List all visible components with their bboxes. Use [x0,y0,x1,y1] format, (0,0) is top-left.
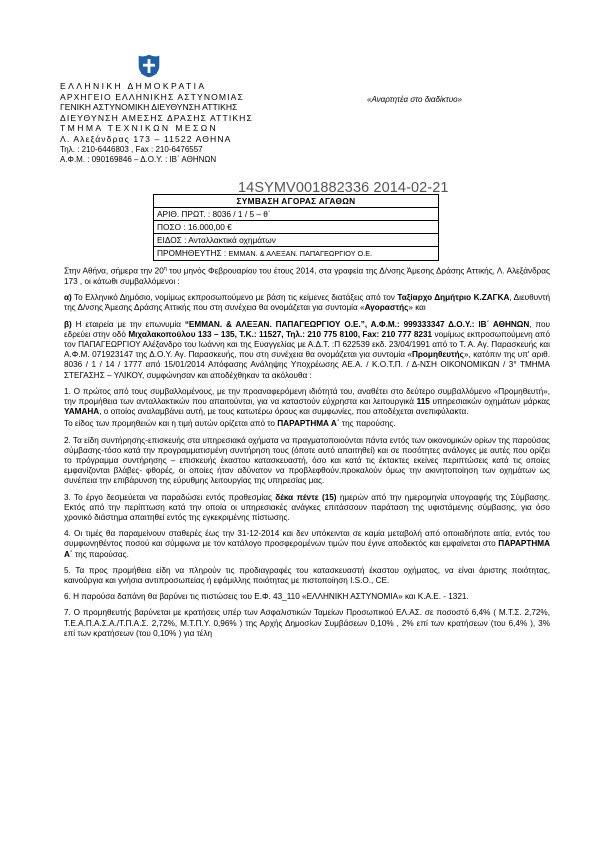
greek-emblem-icon [138,54,160,78]
term-2-paragraph: 2. Τα είδη συντήρησης-επισκευής στα υπηρεσιακά οχήματα να πραγματοποιούνται πάντα εντός των οικονομικών ορίων της παρούσας σύμβασης-τόσο κατά την προγραμματισμένη συντήρηση τους (όποτε αυτό απαιτηθεί) και σε ποσότητες ανάλογες με αυτές που ορίζει το πρόγραμμα συντήρησης – επισκευής έκαστου κατασκευαστή, όσο και κατά τις έκτακτες εκείνες περιπτώσεις κατά τις οποίες εμφανίζονται βλάβες- φθορές, οι οποίες ήταν αδύνατον να προβλεφθούν,προκαλούν όμως την ακινητοποίηση των οχημάτων ως συνέπεια την επιβάρυνση της εύρυθμης λειτουργίας της υπηρεσίας μας. [64,435,550,486]
header-line-7: Τηλ. : 210-6446803 , Fax : 210-6476557 [60,144,203,154]
intro-paragraph [64,264,550,287]
contract-protocol: ΑΡΙΘ. ΠΡΩΤ. : 8036 / 1 / 5 – θ΄ [154,208,439,221]
party-a-label: α) [64,293,72,303]
contract-body [64,264,550,645]
party-b-label: β) [64,319,72,329]
term-6-paragraph: 6. Η παρούσα δαπάνη θα βαρύνει τις πιστώσεις του Ε.Φ. 43_110 «ΕΛΛΗΝΙΚΗ ΑΣΤΥΝΟΜΙΑ» και Κ.Α.Ε. - 1321. [64,592,469,602]
term-1b-text: Το είδος των προμηθειών και η τιμή αυτών ορίζεται από το [64,419,278,429]
intro-sup: η [163,266,167,272]
header-line-5: ΤΜΗΜΑ ΤΕΧΝΙΚΩΝ ΜΕΣΩΝ [60,123,219,134]
intro-text: Στην Αθήνα, σήμερα την 20 [64,266,164,276]
term-4-text: της παρούσας. [72,549,129,559]
party-a-text: Το Ελληνικό Δημόσιο, νομίμως εκπροσωπούμενο με βάση τις κείμενες διατάξεις από τον [71,293,398,303]
ada-number: 14SYMV001882336 2014-02-21 [238,180,449,196]
term-4-bold: ΠΑΡΑΡΤΗΜΑ Α΄ [64,539,550,559]
party-b-text: , που εδρεύει στην οδό [64,319,550,339]
party-a-text: , Διευθυντή της Δ/νσης Άμεσης Δράσης Αττικής που στη συνέχεια θα ονομάζεται για συντομία « [64,293,550,313]
contract-summary-table [153,194,439,261]
term-1-text: 1. Ο πρώτος από τους συμβαλλομένους, με την προαναφερόμενη ιδιότητά του, αναθέτει στο δεύτερο συμβαλλόμενο «Προμηθευτή», την προμήθεια των ανταλλακτικών που απαιτούνται, για να καταστούν εύχρηστα και λειτουργικά [64,386,550,406]
contract-supplier [154,247,439,261]
issuer-header [60,81,360,166]
term-1-text: υπηρεσιακών οχημάτων μάρκας [429,396,550,406]
party-a-bold: Αγοραστής [364,303,409,313]
posted-note: «Αναρτητέα στο διαδίκτυο» [367,95,463,104]
supplier-label: ΠΡΟΜΗΘΕΥΤΗΣ : [157,248,227,258]
header-line-3: ΓΕΝΙΚΗ ΑΣΤΥΝΟΜΙΚΗ ΔΙΕΥΘΥΝΣΗ ΑΤΤΙΚΗΣ [60,102,238,113]
header-line-4: ΔΙΕΥΘΥΝΣΗ ΑΜΕΣΗΣ ΔΡΑΣΗΣ ΑΤΤΙΚΗΣ [60,112,253,123]
party-b-bold: Μιχαλακοπούλου 133 – 135, Τ.Κ.: 11527, Τηλ.: 210 775 8100, Fax: 210 777 8231 [128,329,433,339]
term-1-text: , ο οποίος αναλαμβάνει αυτή, με τους κατωτέρω όρους και συμφωνίες, που αποδέχεται ανεπιφύλακτα. [99,407,469,417]
supplier-value: ΕΜΜΑΝ. & ΑΛΕΞΑΝ. ΠΑΠΑΓΕΩΡΓΙΟΥ Ο.Ε. [228,249,373,258]
header-line-8: Α.Φ.Μ. : 090169846 – Δ.Ο.Υ. : ΙΒ΄ ΑΘΗΝΩΝ [60,155,217,165]
party-b-text: Η εταιρεία με την επωνυμία [71,319,185,329]
header-line-2: ΑΡΧΗΓΕΙΟ ΕΛΛΗΝΙΚΗΣ ΑΣΤΥΝΟΜΙΑΣ [60,91,244,102]
party-a-paragraph [64,293,550,313]
header-line-1: ΕΛΛΗΝΙΚΗ ΔΗΜΟΚΡΑΤΙΑ [60,81,207,91]
party-a-bold: Ταξίαρχο Δημήτριο Κ.ΖΑΓΚΑ [397,293,510,303]
contract-type: ΕΙΔΟΣ : Ανταλλακτικά οχημάτων [154,234,439,247]
term-3-bold: δέκα πέντε (15) [275,492,337,502]
term-1b-bold: ΠΑΡΑΡΤΗΜΑ Α΄ [277,419,340,429]
party-b-text: νομίμως εκπροσωπούμενη από τον ΠΑΠΑΓΕΩΡΓΙΟΥ Αλέξανδρο του Ιωάννη και της Ευαγγελίας με Α.Δ.Τ. :Π 622539 εκδ. 23/04/1991 από το Τ. Α. Αγ. Παρασκευής και Α.Φ.Μ. 071923147 της Δ.Ο.Υ. Αγ. Παρασκευής, που στη συνέχεια θα ονομάζεται για συντομία « [64,329,551,360]
term-1-bold: 115 [416,396,430,406]
term-4-paragraph [64,529,550,560]
term-1-bold: ΥΑΜΑΗΑ [64,407,100,417]
party-b-paragraph [64,320,550,381]
term-4-text: 4. Οι τιμές θα παραμείνουν σταθερές έως την 31-12-2014 και δεν υπόκεινται σε καμία μεταβολή από οποιαδήποτε αιτία, εντός του συμφωνηθέντος ποσού και σύμφωνα με τον κατάλογο προσφερομένων τιμών που έγινε αποδεκτός και εμφαίνεται στο [64,529,550,549]
term-5-paragraph: 5. Τα προς προμήθεια είδη να πληρούν τις προδιαγραφές του κατασκευαστή έκαστου οχήματος, να είναι άριστης ποιότητας, καινούργια και γνήσια αντιπροσωπείας ή εφάμιλλης ποιότητας με πιστοποίηση I.S.O., CE. [64,565,550,586]
term-7-paragraph: 7. Ο προμηθευτής βαρύνεται με κρατήσεις υπέρ των Ασφαλιστικών Ταμείων Προσωπικού ΕΛ.ΑΣ. σε ποσοστό 6,4% ( Μ.Τ.Σ. 2,72%, Τ.Ε.Α.Π.Α.Σ.Α./Τ.Π.Α.Σ. 2,72%, Μ.Τ.Π.Υ. 0,96% ) της Αρχής Δημοσίων Συμβάσεων 0,10% , 2% επί των κρατήσεων (του 6,4% ), 3% επί των κρατήσεων (του 0,10% ) για τέλη [64,608,550,638]
party-a-text: » και [408,303,426,313]
term-1b-text: της παρούσης. [339,419,396,429]
contract-amount: ΠΟΣΟ : 16.000,00 € [154,221,439,234]
term-3-paragraph [64,493,550,524]
contract-title: ΣΥΜΒΑΣΗ ΑΓΟΡΑΣ ΑΓΑΘΩΝ [154,195,439,208]
party-b-text: », κατόπιν της υπ' αριθ. 8036 / 1 / 14 / 1777 από 15/01/2014 Απόφασης Ανάληψης Υποχρέωσης ΑΕ.Α. / Κ.Ο.Τ.Π. / Δ-ΝΣΗ ΟΙΚΟΝΟΜΙΚΩΝ / 3° ΤΜΗΜΑ ΣΤΕΓΑΣΗΣ – ΥΛΙΚΟΥ, συμφώνησαν και αποδέχθηκαν τα ακόλουθα : [64,350,550,380]
header-line-6: Λ. Αλεξάνδρας 173 – 11522 ΑΘΗΝΑ [60,133,232,144]
party-b-bold: Προμηθευτής [411,350,464,360]
intro-text-2: του μηνός Φεβρουαρίου του έτους 2014, στα γραφεία της Δ/νσης Άμεσης Δράσης Αττικής, Λ. Αλεξάνδρας 173 , οι κάτωθι συμβαλλόμενοι : [64,266,550,286]
term-3-text: ημερών από την ημερομηνία υπογραφής της Σύμβασης. Εκτός από την περίπτωση κατά την οποία οι υπηρεσιακές ανάγκες επιτάσσουν παράταση της υφιστάμενης σύμβασης, για όσο χρονικό διάστημα απαιτηθεί εντός της εγκεκριμένης πίστωσης. [64,492,550,522]
term-1-paragraph [64,387,550,418]
term-3-text: 3. Το έργο δεσμεύεται να παραδώσει εντός προθεσμίας [64,492,276,502]
party-b-bold: “ΕΜΜΑΝ. & ΑΛΕΞΑΝ. ΠΑΠΑΓΕΩΡΓΙΟΥ Ο.Ε.”, Α.Φ.Μ.: 999333347 Δ.Ο.Υ.: ΙΒ΄ ΑΘΗΝΩΝ [184,319,530,329]
term-1b-paragraph [64,419,550,429]
